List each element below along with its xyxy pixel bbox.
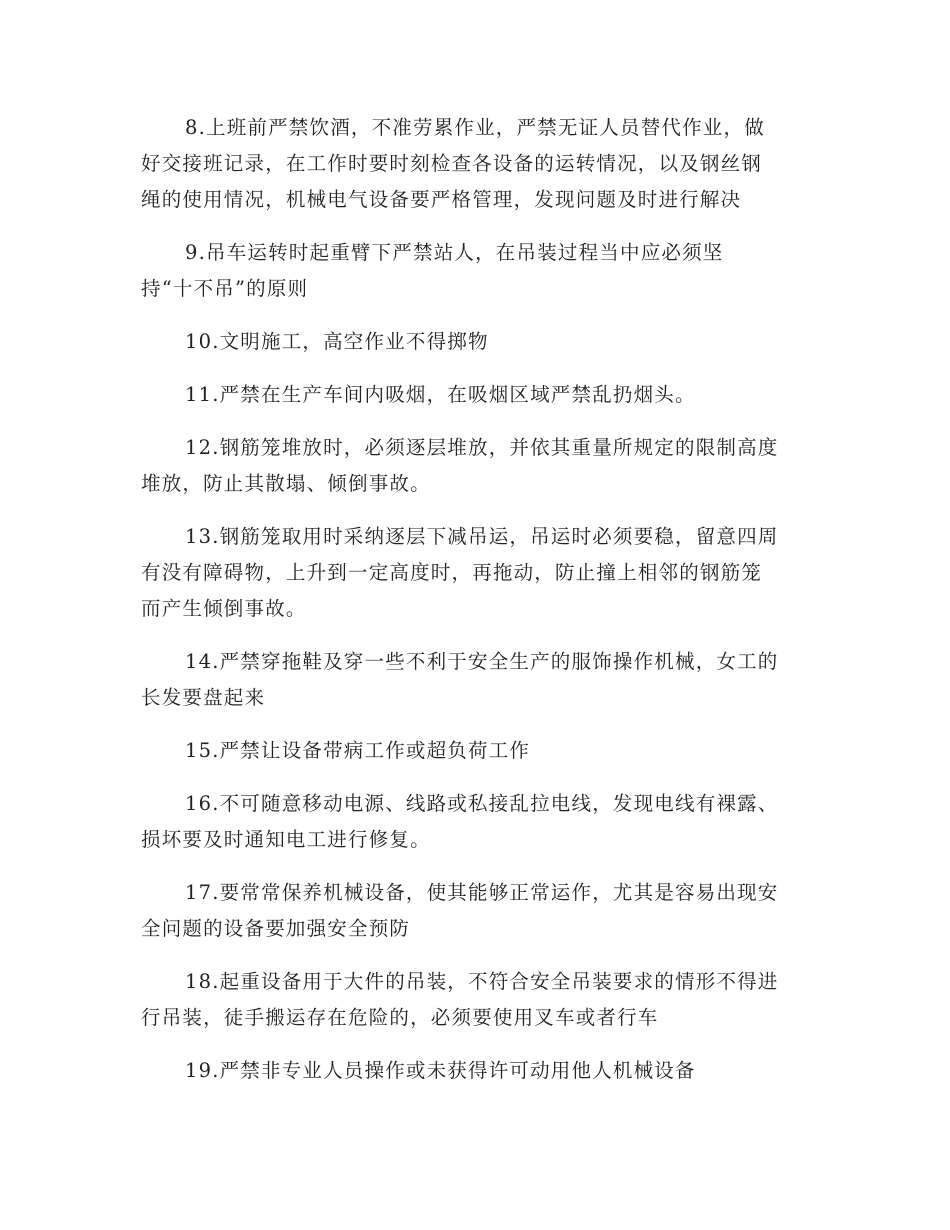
text-line: 16.不可随意移动电源、线路或私接乱拉电线，发现电线有裸露、 [185,792,779,815]
text-line: 18.起重设备用于大件的吊装，不符合安全吊装要求的情形不得进 [185,970,779,993]
text-line: 全问题的设备要加强安全预防 [141,917,411,940]
rule-paragraph-16 [141,786,811,858]
text-line: 有没有障碍物，上升到一定高度时，再拖动，防止撞上相邻的钢筋笼 [141,561,763,584]
rule-paragraph-19 [141,1053,811,1089]
text-line: 15.严禁让设备带病工作或超负荷工作 [185,739,531,762]
rule-paragraph-9 [141,235,811,307]
text-line: 8.上班前严禁饮酒，不准劳累作业，严禁无证人员替代作业，做 [185,116,765,139]
text-line: 损坏要及时通知电工进行修复。 [141,828,431,851]
text-line: 而产生倾倒事故。 [141,597,307,620]
text-line: 长发要盘起来 [141,686,266,709]
document-body [141,110,811,1106]
rule-paragraph-13 [141,519,811,627]
text-line: 14.严禁穿拖鞋及穿一些不利于安全生产的服饰操作机械，女工的 [185,650,779,673]
text-line: 绳的使用情况，机械电气设备要严格管理，发现问题及时进行解决 [141,188,742,211]
text-line: 持“十不吊”的原则 [141,277,309,300]
text-line: 12.钢筋笼堆放时，必须逐层堆放，并依其重量所规定的限制高度 [185,436,779,459]
text-line: 好交接班记录，在工作时要时刻检查各设备的运转情况，以及钢丝钢 [141,152,763,175]
text-line: 19.严禁非专业人员操作或未获得许可动用他人机械设备 [185,1059,696,1082]
text-line: 11.严禁在生产车间内吸烟，在吸烟区域严禁乱扔烟头。 [185,383,696,406]
rule-paragraph-15 [141,733,811,769]
text-line: 行吊装，徒手搬运存在危险的，必须要使用叉车或者行车 [141,1006,659,1029]
rule-paragraph-12 [141,430,811,502]
text-line: 17.要常常保养机械设备，使其能够正常运作，尤其是容易出现安 [185,881,779,904]
rule-paragraph-8 [141,110,811,218]
text-line: 10.文明施工，高空作业不得掷物 [185,330,489,353]
rule-paragraph-18 [141,964,811,1036]
rule-paragraph-17 [141,875,811,947]
text-line: 9.吊车运转时起重臂下严禁站人，在吊装过程当中应必须坚 [185,241,724,264]
rule-paragraph-11 [141,377,811,413]
rule-paragraph-14 [141,644,811,716]
text-line: 13.钢筋笼取用时采纳逐层下减吊运，吊运时必须要稳，留意四周 [185,525,779,548]
text-line: 堆放，防止其散塌、倾倒事故。 [141,472,431,495]
rule-paragraph-10 [141,324,811,360]
